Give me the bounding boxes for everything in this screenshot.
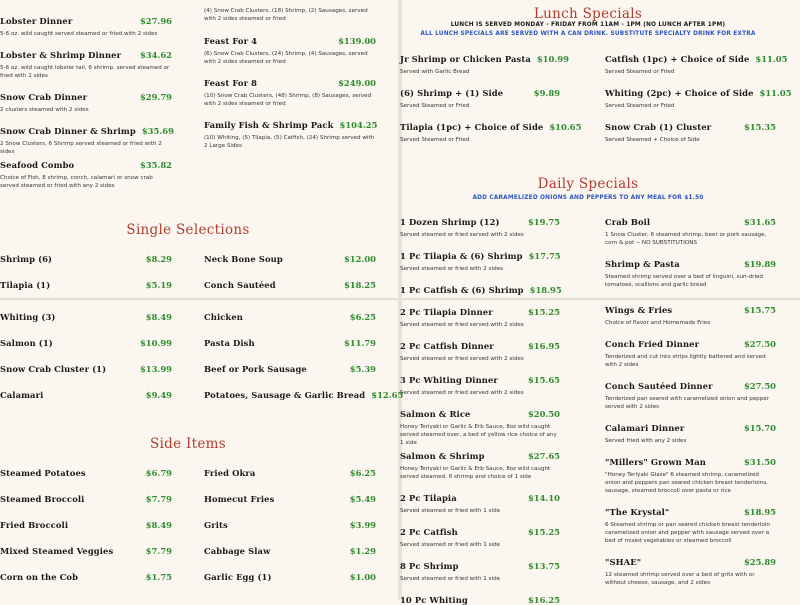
menu-item-name: Snow Crab Dinner <box>0 92 88 102</box>
menu-item-row <box>400 375 560 385</box>
menu-item-price: $6.25 <box>349 312 376 322</box>
menu-item-row <box>605 457 776 467</box>
menu-item-row <box>400 527 560 537</box>
menu-item <box>0 494 172 504</box>
menu-item-price: $9.89 <box>533 88 560 98</box>
menu-item-description: Served steamed or fried served with 2 sides <box>400 322 524 328</box>
menu-item-name: Jr Shrimp or Chicken Pasta <box>400 54 531 64</box>
menu-item-row <box>204 36 376 46</box>
menu-item-description: 5-6 oz. wild caught lobster tail, 6 shrimp, served steamed or fried with 2 sides <box>0 65 170 80</box>
menu-item <box>204 120 376 150</box>
lunch-hours-note: LUNCH IS SERVED MONDAY - FRIDAY FROM 11AM - 1PM (NO LUNCH AFTER 1PM) <box>450 22 726 28</box>
menu-item-row <box>400 595 560 605</box>
menu-item-name: Calamari Dinner <box>605 423 685 433</box>
menu-item <box>605 507 776 545</box>
menu-item <box>0 92 172 114</box>
menu-item-row <box>0 160 172 170</box>
menu-item-row <box>0 364 172 374</box>
menu-item-description: (10) Whiting, (5) Tilapia, (5) Catfish, (24) Shrimp served with 2 Large Sides <box>204 135 375 150</box>
menu-item-description: Served with Garlic Bread <box>400 69 470 75</box>
menu-item-description: Served Steamed or Fried <box>400 137 470 143</box>
menu-item-name: Chicken <box>204 312 243 322</box>
menu-item <box>605 423 776 445</box>
daily-addon-note: ADD CARAMELIZED ONIONS AND PEPPERS TO ANY MEAL FOR $1.50 <box>472 195 704 201</box>
menu-item-price: $19.75 <box>527 217 560 227</box>
menu-item-row <box>204 364 376 374</box>
menu-item-row <box>0 126 172 136</box>
menu-item-row <box>605 423 776 433</box>
menu-item-price: $35.82 <box>139 160 172 170</box>
menu-item-price: $10.99 <box>536 54 569 64</box>
menu-item <box>0 280 172 290</box>
menu-item-price: $35.69 <box>141 126 174 136</box>
menu-item-name: 2 Pc Catfish <box>400 527 458 537</box>
menu-item-price: $15.65 <box>527 375 560 385</box>
menu-item-row <box>204 390 404 400</box>
menu-item-name: Garlic Egg (1) <box>204 572 272 582</box>
menu-item-price: $20.50 <box>527 409 560 419</box>
menu-item-price: $16.95 <box>527 341 560 351</box>
menu-item <box>0 254 172 264</box>
menu-item-description: 6 Steamed shrimp or pan seared chicken breast tenderloin caramelized onion and pepper with sausage served over a bed of mixed vegetables or steamed broccoli <box>605 522 770 545</box>
menu-item <box>204 390 404 400</box>
menu-item-price: $139.00 <box>338 36 376 46</box>
menu-item-row <box>0 16 172 26</box>
menu-item-row <box>605 122 776 132</box>
menu-item-row <box>0 572 172 582</box>
menu-item-name: Wings & Fries <box>605 305 673 315</box>
menu-item-description: Tenderized pan seared with caramelized onion and pepper served with 2 sides <box>605 396 770 411</box>
menu-item <box>400 251 560 273</box>
menu-item-price: $14.10 <box>527 493 560 503</box>
menu-item-price: $3.99 <box>349 520 376 530</box>
menu-item-price: $16.25 <box>527 595 560 605</box>
menu-item-row <box>204 546 376 556</box>
menu-item-price: $31.50 <box>743 457 776 467</box>
menu-item-price: $34.62 <box>139 50 172 60</box>
menu-item <box>605 339 776 369</box>
menu-item-price: $5.39 <box>349 364 376 374</box>
menu-item-description: Served fried with any 2 sides <box>605 438 687 444</box>
menu-item-row <box>400 251 560 261</box>
menu-item-name: Lobster Dinner <box>0 16 73 26</box>
menu-item-row <box>0 312 172 322</box>
menu-item-row <box>204 78 376 88</box>
menu-item-name: Whiting (2pc) + Choice of Side <box>605 88 754 98</box>
menu-item <box>400 409 560 447</box>
menu-item-name: Conch Sautéed Dinner <box>605 381 713 391</box>
menu-item <box>605 305 776 327</box>
menu-item-price: $1.29 <box>349 546 376 556</box>
menu-item-price: $17.75 <box>528 251 561 261</box>
menu-item <box>0 364 172 374</box>
menu-item-row <box>605 557 776 567</box>
menu-item <box>400 527 560 549</box>
menu-item-row <box>400 54 569 64</box>
menu-item <box>0 338 172 348</box>
menu-item-price: $104.25 <box>339 120 378 130</box>
menu-item-row <box>400 493 560 503</box>
menu-item-name: Beef or Pork Sausage <box>204 364 307 374</box>
menu-item-price: $5.19 <box>145 280 172 290</box>
menu-item <box>400 88 560 110</box>
menu-item-name: Feast For 8 <box>204 78 258 88</box>
menu-item-description: Served Steamed or Fried <box>605 103 675 109</box>
menu-item-description: 5-6 oz. wild caught served steamed or fried with 2 sides <box>0 31 158 37</box>
menu-item-description: "Honey Teriyaki Glaze" 6 steamed shrimp, caramelized onion and peppers pan seared chicken breast tenderloins, sausage, steamed broccoli over pasta or rice <box>605 472 768 495</box>
menu-item-row <box>605 54 788 64</box>
menu-item-price: $13.75 <box>527 561 560 571</box>
menu-item-description: Served steamed or fried with 2 sides <box>400 266 504 272</box>
menu-item-name: "Millers" Grown Man <box>605 457 706 467</box>
menu-item-description: Served steamed or fried served with 2 sides <box>400 390 524 396</box>
menu-item-price: $27.65 <box>527 451 560 461</box>
menu-item-name: Corn on the Cob <box>0 572 79 582</box>
menu-item-name: Crab Boil <box>605 217 651 227</box>
menu-item-description: (10) Snow Crab Clusters, (48) Shrimp, (8) Sausages, served with 2 sides steamed or fried <box>204 93 372 108</box>
menu-item-row <box>400 307 560 317</box>
section-title-lunch: Lunch Specials <box>533 6 643 22</box>
menu-item-description: (6) Snow Crab Clusters, (24) Shrimp, (4) Sausages, served with 2 sides steamed or fried <box>204 51 368 66</box>
menu-item-description: Served steamed or fried served with 2 sides <box>400 356 524 362</box>
menu-item-name: 2 Pc Tilapia <box>400 493 457 503</box>
menu-item-price: $10.99 <box>139 338 172 348</box>
menu-item-row <box>204 254 376 264</box>
menu-item-row <box>605 381 776 391</box>
section-title-sides: Side Items <box>150 436 226 452</box>
menu-item <box>400 561 560 583</box>
menu-item-row <box>0 92 172 102</box>
menu-item-name: 2 Pc Catfish Dinner <box>400 341 494 351</box>
menu-item-row <box>204 520 376 530</box>
menu-item-name: Lobster & Shrimp Dinner <box>0 50 122 60</box>
menu-item-name: Pasta Dish <box>204 338 255 348</box>
menu-item-price: $7.79 <box>145 546 172 556</box>
section-title-single: Single Selections <box>126 222 250 238</box>
menu-item <box>0 50 172 80</box>
menu-item-name: Neck Bone Soup <box>204 254 283 264</box>
menu-item-row <box>0 390 172 400</box>
menu-item-name: 10 Pc Whiting <box>400 595 468 605</box>
menu-item-row <box>605 217 776 227</box>
menu-item-price: $11.05 <box>755 54 788 64</box>
menu-item <box>400 54 569 76</box>
menu-item <box>605 259 776 289</box>
menu-item-row <box>204 280 376 290</box>
menu-item-row <box>204 338 376 348</box>
menu-item <box>605 54 788 76</box>
menu-item-row <box>0 468 172 478</box>
menu-item-name: Potatoes, Sausage & Garlic Bread <box>204 390 366 400</box>
menu-item <box>204 36 376 66</box>
menu-right-panel <box>400 0 800 605</box>
menu-item-description: Choice of flavor and Homemade Fries <box>605 320 711 326</box>
menu-item-description: Honey Teriyaki or Garlic & Erb Sauce, 8oz wild caught served steamed, 6 shrimp and choice of 1 side <box>400 466 551 481</box>
menu-item-price: $7.79 <box>145 494 172 504</box>
menu-item-price: $29.79 <box>139 92 172 102</box>
menu-item-name: Tilapia (1pc) + Choice of Side <box>400 122 544 132</box>
menu-item-description: Served Steamed or Fried <box>605 69 675 75</box>
menu-item-name: Snow Crab Cluster (1) <box>0 364 107 374</box>
menu-item-row <box>0 546 172 556</box>
menu-item <box>605 381 776 411</box>
menu-item <box>204 546 376 556</box>
menu-item-name: Catfish (1pc) + Choice of Side <box>605 54 750 64</box>
menu-item <box>400 122 582 144</box>
menu-item-row <box>204 494 376 504</box>
menu-item-price: $5.49 <box>349 494 376 504</box>
menu-item-description: Served steamed or fried with 1 side <box>400 576 501 582</box>
menu-item <box>204 280 376 290</box>
menu-item-description: 2 clusters steamed with 2 sides <box>0 107 89 113</box>
menu-item <box>400 493 560 515</box>
menu-item-name: Salmon & Rice <box>400 409 471 419</box>
menu-item-row <box>605 305 776 315</box>
menu-item-price: $8.29 <box>145 254 172 264</box>
menu-item-name: Homecut Fries <box>204 494 275 504</box>
menu-item <box>605 122 776 144</box>
menu-item <box>400 217 560 239</box>
menu-item <box>0 126 172 156</box>
menu-item-name: Grits <box>204 520 228 530</box>
menu-item-name: Salmon (1) <box>0 338 53 348</box>
menu-item-description: Honey Teriyaki or Garlic & Erb Sauce, 8oz wild caught served steamed over, a bed of yellow rice choice of any 1 side <box>400 424 557 447</box>
menu-item-row <box>0 494 172 504</box>
menu-item-name: Snow Crab Dinner & Shrimp <box>0 126 136 136</box>
menu-item-price: $8.49 <box>145 520 172 530</box>
menu-item <box>204 494 376 504</box>
menu-item-price: $15.70 <box>743 423 776 433</box>
menu-item-price: $27.96 <box>139 16 172 26</box>
menu-item-description: Served steamed or fried served with 2 sides <box>400 232 524 238</box>
menu-item-price: $12.65 <box>371 390 404 400</box>
menu-item-name: Conch Sautéed <box>204 280 276 290</box>
menu-item-price: $15.75 <box>743 305 776 315</box>
menu-item-description: Steamed shrimp served over a bed of linguini, sun-dried tomatoes, scallions and garlic bread <box>605 274 763 289</box>
menu-item-description: Tenderized and cut into strips lightly battered and served with 2 sides <box>605 354 766 369</box>
menu-item-description: Served Steamed or Fried <box>400 103 470 109</box>
menu-item-name: Salmon & Shrimp <box>400 451 485 461</box>
menu-item-name: 1 Pc Catfish & (6) Shrimp <box>400 285 524 295</box>
menu-item-price: $1.75 <box>145 572 172 582</box>
menu-item <box>204 338 376 348</box>
menu-item-row <box>605 339 776 349</box>
menu-item <box>204 254 376 264</box>
menu-item-row <box>0 280 172 290</box>
menu-item-row <box>605 88 792 98</box>
menu-item-name: Shrimp (6) <box>0 254 53 264</box>
menu-item-description: Served steamed or fried with 1 side <box>400 542 501 548</box>
menu-item-price: $249.00 <box>338 78 376 88</box>
menu-item-name: Cabbage Slaw <box>204 546 271 556</box>
menu-item-description: 1 Snow Cluster, 6 steamed shrimp, beer or pork sausage, corn & pot -- NO SUBSTITUTIONS <box>605 232 767 247</box>
menu-item-description: 12 steamed shrimp served over a bed of grits with or without cheese, sausage, and 2 sides <box>605 572 755 587</box>
menu-item <box>0 16 172 38</box>
menu-item <box>0 546 172 556</box>
menu-item <box>204 572 376 582</box>
menu-item <box>400 451 560 481</box>
lunch-drink-note: ALL LUNCH SPECIALS ARE SERVED WITH A CAN DRINK. SUBSTITUTE SPECIALTY DRINK FOR EXTRA <box>420 31 756 37</box>
menu-item <box>0 312 172 322</box>
menu-item-price: $11.79 <box>343 338 376 348</box>
menu-item-price: $6.79 <box>145 468 172 478</box>
menu-item <box>400 285 560 295</box>
menu-item-row <box>605 507 776 517</box>
menu-item <box>605 88 792 110</box>
menu-item-price: $15.25 <box>527 527 560 537</box>
menu-item <box>204 7 376 23</box>
menu-item-name: Family Fish & Shrimp Pack <box>204 120 334 130</box>
menu-item-price: $10.65 <box>549 122 582 132</box>
menu-item-price: $15.35 <box>743 122 776 132</box>
menu-item-row <box>400 285 560 295</box>
menu-item-description: Served steamed or fried with 1 side <box>400 508 501 514</box>
menu-item <box>400 595 560 605</box>
section-title-daily: Daily Specials <box>537 176 639 192</box>
menu-item-description: Served Steamed + Choice of Side <box>605 137 700 143</box>
menu-item-name: 3 Pc Whiting Dinner <box>400 375 498 385</box>
menu-item <box>0 572 172 582</box>
menu-item-price: $9.49 <box>145 390 172 400</box>
menu-item-name: Fried Okra <box>204 468 256 478</box>
menu-item <box>204 520 376 530</box>
menu-item-price: $8.49 <box>145 312 172 322</box>
menu-item-name: Calamari <box>0 390 44 400</box>
menu-item-price: $31.65 <box>743 217 776 227</box>
menu-item-row <box>400 451 560 461</box>
menu-item-name: Seafood Combo <box>0 160 75 170</box>
menu-item-name: Conch Fried Dinner <box>605 339 700 349</box>
menu-item-price: $6.25 <box>349 468 376 478</box>
menu-item <box>204 78 376 108</box>
menu-item-name: Mixed Steamed Veggies <box>0 546 114 556</box>
menu-item-row <box>400 122 582 132</box>
menu-item-name: Whiting (3) <box>0 312 56 322</box>
menu-item <box>605 457 776 495</box>
menu-item <box>0 160 172 190</box>
menu-item <box>0 390 172 400</box>
menu-item-price: $18.95 <box>743 507 776 517</box>
menu-item <box>400 341 560 363</box>
menu-item <box>204 468 376 478</box>
menu-item <box>400 375 560 397</box>
menu-item-row <box>400 88 560 98</box>
menu-item-price: $18.25 <box>343 280 376 290</box>
menu-item-name: 1 Pc Tilapia & (6) Shrimp <box>400 251 523 261</box>
menu-item-row <box>0 338 172 348</box>
menu-item-name: 8 Pc Shrimp <box>400 561 459 571</box>
menu-item-description: 2 Snow Clusters, 6 Shrimp served steamed or fried with 2 sides <box>0 141 162 156</box>
menu-item-row <box>400 341 560 351</box>
menu-item-name: (6) Shrimp + (1) Side <box>400 88 504 98</box>
menu-item <box>400 307 560 329</box>
menu-item <box>605 217 776 247</box>
menu-item-price: $12.00 <box>343 254 376 264</box>
menu-item-row <box>400 409 560 419</box>
menu-item-price: $15.25 <box>527 307 560 317</box>
menu-item-name: Steamed Broccoli <box>0 494 85 504</box>
menu-item-row <box>0 254 172 264</box>
menu-item-row <box>204 312 376 322</box>
menu-item-name: Steamed Potatoes <box>0 468 86 478</box>
menu-item-row <box>204 468 376 478</box>
menu-item-name: Snow Crab (1) Cluster <box>605 122 712 132</box>
menu-item-name: Fried Broccoli <box>0 520 69 530</box>
menu-item-price: $19.89 <box>743 259 776 269</box>
menu-item <box>204 364 376 374</box>
menu-item <box>0 468 172 478</box>
menu-item-price: $13.99 <box>139 364 172 374</box>
menu-item <box>0 520 172 530</box>
menu-item-row <box>204 120 376 130</box>
menu-item-row <box>0 50 172 60</box>
menu-item-price: $27.50 <box>743 381 776 391</box>
menu-item-name: Shrimp & Pasta <box>605 259 680 269</box>
menu-item-price: $18.95 <box>529 285 562 295</box>
menu-item <box>605 557 776 587</box>
menu-item-name: "SHAE" <box>605 557 642 567</box>
menu-item-name: "The Krystal" <box>605 507 670 517</box>
menu-item-name: 2 Pc Tilapia Dinner <box>400 307 493 317</box>
menu-item-name: Feast For 4 <box>204 36 258 46</box>
menu-item-description: (4) Snow Crab Clusters, (18) Shrimp, (2) Sausages, served with 2 sides steamed or fried <box>204 8 368 23</box>
menu-item-name: Tilapia (1) <box>0 280 51 290</box>
menu-item-price: $11.05 <box>759 88 792 98</box>
menu-item-row <box>605 259 776 269</box>
menu-item-row <box>400 561 560 571</box>
menu-item-name: 1 Dozen Shrimp (12) <box>400 217 500 227</box>
menu-item <box>204 312 376 322</box>
menu-item-row <box>0 520 172 530</box>
menu-item-description: Choice of Fish, 8 shrimp, conch, calamari or snow crab served steamed or fried with any 2 sides <box>0 175 153 190</box>
menu-item-row <box>204 572 376 582</box>
menu-item-price: $27.50 <box>743 339 776 349</box>
menu-item-price: $1.00 <box>349 572 376 582</box>
menu-item-row <box>400 217 560 227</box>
menu-item-price: $25.89 <box>743 557 776 567</box>
